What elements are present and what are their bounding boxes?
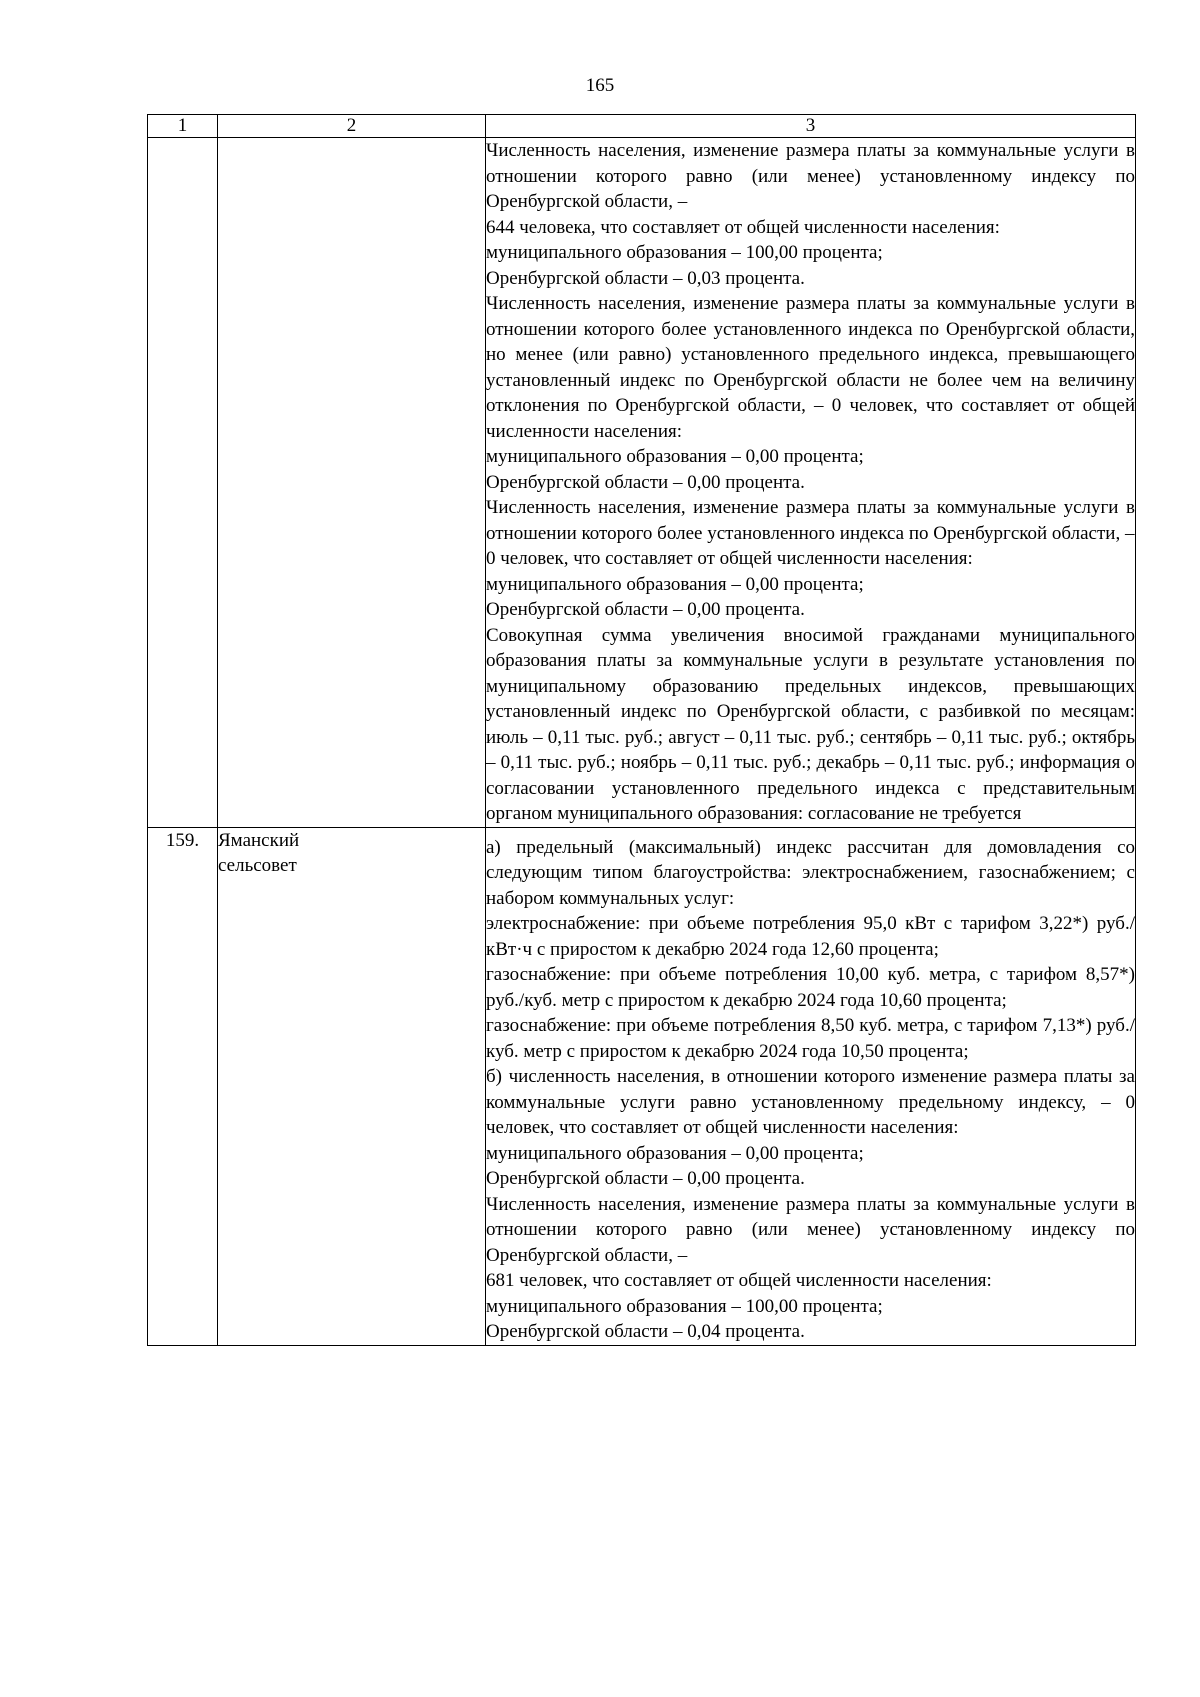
table-row [148,827,1136,1345]
row-description [486,827,1136,1345]
paragraph: электроснабжение: при объеме потребления 95,0 кВт с тарифом 3,22*) руб./кВт·ч с приростом к декабрю 2024 года 12,60 процента; [486,913,1135,960]
paragraph: а) предельный (максимальный) индекс рассчитан для домовладения со следующим типом благоустройства: электроснабжением, газоснабжением; с набором коммунальных услуг: [486,836,1135,909]
data-table [147,114,1136,1346]
municipality-name [218,827,486,1345]
paragraph: муниципального образования – 0,00 процента; [486,573,864,595]
paragraph: муниципального образования – 0,00 процента; [486,446,864,467]
paragraph: Оренбургской области – 0,00 процента. [486,471,805,493]
paragraph: Оренбургской области – 0,03 процента. [486,267,805,289]
paragraph: б) численность населения, в отношении которого изменение размера платы за коммунальные услуги равно установленному предельному индексу, – 0 человек, что составляет от общей численности населения: [486,1066,1135,1138]
paragraph: 681 человек, что составляет от общей численности населения: [486,1270,992,1291]
paragraph: Оренбургской области – 0,00 процента. [486,1168,805,1189]
row-number: 159. [148,827,218,1345]
row-description [486,138,1136,828]
paragraph: муниципального образования – 100,00 процента; [486,242,883,263]
paragraph: газоснабжение: при объеме потребления 10,00 куб. метра, с тарифом 8,57*) руб./куб. метр с приростом к декабрю 2024 года 10,60 процента; [486,964,1135,1011]
table-header-row [148,115,1136,138]
table-row [148,138,1136,828]
paragraph: 0 человек, что составляет от общей численности населения: [486,548,973,569]
municipality-name-line: Яманский [218,829,300,851]
column-header: 3 [486,115,1136,138]
paragraph: муниципального образования – 100,00 процента; [486,1295,883,1317]
paragraph: Численность населения, изменение размера платы за коммунальные услуги в отношении которого более установленного индекса по Оренбургской области, но менее (или равно) установленного предельного индекса, превышающего установленный индекс по Оренбургской области не более чем на величину отклонения по Оренбургской области, – 0 человек, что составляет от общей численности населения: [486,293,1135,442]
paragraph: газоснабжение: при объеме потребления 8,50 куб. метра, с тарифом 7,13*) руб./куб. метр с приростом к декабрю 2024 года 10,50 процента; [486,1015,1135,1062]
paragraph: Оренбургской области – 0,04 процента. [486,1321,805,1342]
paragraph: Оренбургской области – 0,00 процента. [486,599,805,620]
column-header: 1 [148,115,218,138]
paragraph: Численность населения, изменение размера платы за коммунальные услуги в отношении которого равно (или менее) установленному индексу по Оренбургской области, – [486,140,1135,212]
municipality-name-line: сельсовет [218,855,297,876]
paragraph: муниципального образования – 0,00 процента; [486,1142,864,1164]
page-number: 165 [585,75,615,96]
paragraph: Численность населения, изменение размера платы за коммунальные услуги в отношении которого равно (или менее) установленному индексу по Оренбургской области, – [486,1193,1135,1266]
paragraph: 644 человека, что составляет от общей численности населения: [486,216,1000,238]
row-number [148,138,218,828]
paragraph: Совокупная сумма увеличения вносимой гражданами муниципального образования платы за коммунальные услуги в результате установления по муниципальному образованию предельных индексов, превышающих установленный индекс по Оренбургской области, с разбивкой по месяцам: июль – 0,11 тыс. руб.; август – 0,11 тыс. руб.; сентябрь – 0,11 тыс. руб.; октябрь – 0,11 тыс. руб.; ноябрь – 0,11 тыс. руб.; декабрь – 0,11 тыс. руб.; информация о согласовании установленного предельного индекса с представительным органом муниципального образования: согласование не требуется [486,624,1135,824]
paragraph: Численность населения, изменение размера платы за коммунальные услуги в отношении которого более установленного индекса по Оренбургской области, – [486,497,1135,544]
column-header: 2 [218,115,486,138]
municipality-name [218,138,486,828]
